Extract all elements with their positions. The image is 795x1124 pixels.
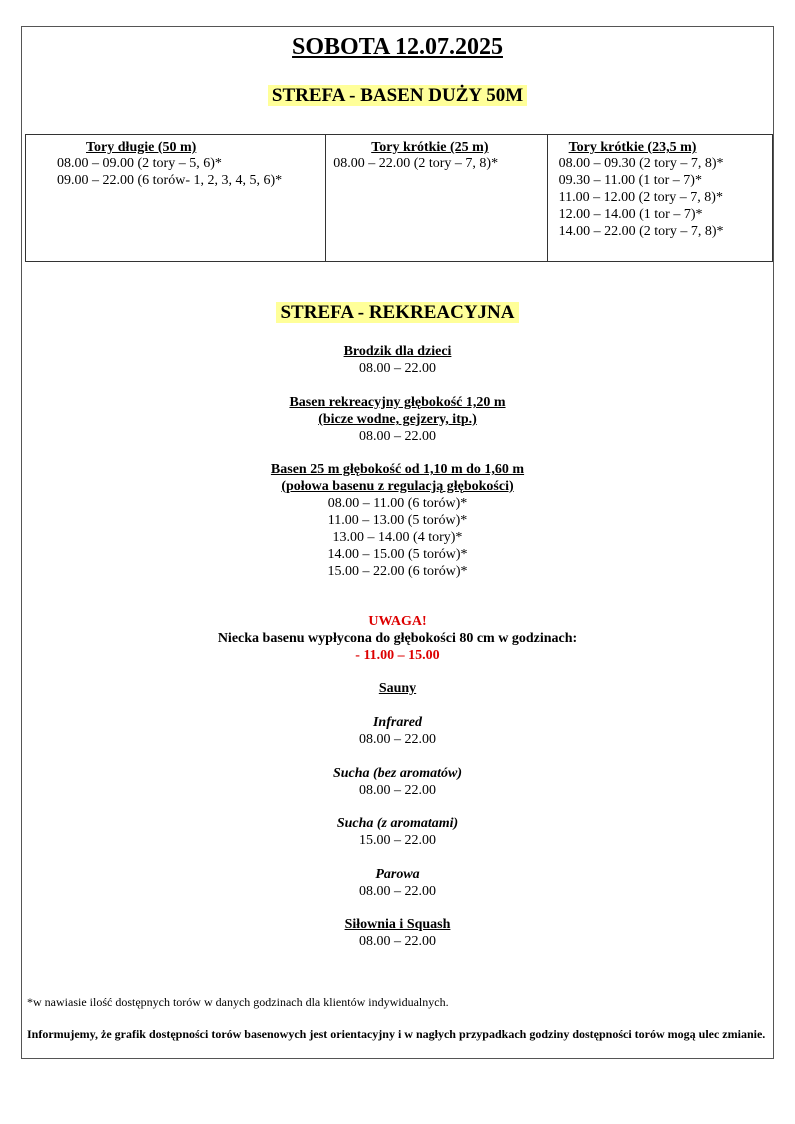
sauna-hours: 15.00 – 22.00 [359, 833, 436, 848]
sauna-name: Sucha (bez aromatów) [332, 766, 463, 781]
warning-text: Niecka basenu wypłycona do głębokości 80 cm w godzinach: [217, 631, 578, 646]
brodzik-heading: Brodzik dla dzieci [343, 344, 452, 359]
short-lanes-23-row: 12.00 – 14.00 (1 tor – 7)* [558, 207, 703, 222]
lanes-table [25, 134, 773, 262]
gym-section [22, 916, 773, 950]
short-lanes-23-heading: Tory krótkie (23,5 m) [568, 140, 697, 155]
gym-hours: 08.00 – 22.00 [359, 934, 436, 949]
rekreacyjny-subheading: (bicze wodne, gejzery, itp.) [318, 412, 477, 427]
warning-hours: - 11.00 – 15.00 [355, 648, 440, 663]
zone-big-title [22, 85, 773, 107]
page-title: SOBOTA 12.07.2025 [292, 34, 503, 60]
short-lanes-23-row: 09.30 – 11.00 (1 tor – 7)* [558, 173, 702, 188]
short-lanes-23-row: 11.00 – 12.00 (2 tory – 7, 8)* [558, 190, 723, 205]
basen25-subheading: (połowa basenu z regulacją głębokości) [281, 479, 514, 494]
zone-rec-title [22, 302, 773, 324]
brodzik-hours: 08.00 – 22.00 [359, 361, 436, 376]
sauna-name: Infrared [372, 715, 422, 730]
footnote: *w nawiasie ilość dostępnych torów w danych godzinach dla klientów indywidualnych. [27, 995, 449, 1009]
short-lanes-23-row: 08.00 – 09.30 (2 tory – 7, 8)* [558, 156, 724, 171]
long-lanes-heading: Tory długie (50 m) [86, 140, 197, 155]
basen25-row: 08.00 – 11.00 (6 torów)* [327, 496, 468, 511]
basen25-heading: Basen 25 m głębokość od 1,10 m do 1,60 m [270, 462, 525, 477]
sauna-hours: 08.00 – 22.00 [359, 732, 436, 747]
sauna-item [22, 866, 773, 900]
sauna-name: Sucha (z aromatami) [336, 816, 459, 831]
zone-rec-title-text: STREFA - REKREACYJNA [276, 302, 518, 323]
short-lanes-25-column [325, 135, 546, 261]
sauna-item [22, 815, 773, 849]
short-lanes-23-column [547, 135, 772, 261]
sauna-item [22, 765, 773, 799]
warning-title: UWAGA! [368, 614, 427, 629]
short-lanes-25-heading: Tory krótkie (25 m) [371, 140, 489, 155]
schedule-page [21, 26, 774, 1059]
basen25-section [22, 461, 773, 580]
long-lanes-column [26, 135, 325, 261]
gym-title: Siłownia i Squash [344, 917, 451, 932]
brodzik-section [22, 343, 773, 377]
rekreacyjny-hours: 08.00 – 22.00 [359, 429, 436, 444]
rekreacyjny-section [22, 394, 773, 445]
zone-big-title-text: STREFA - BASEN DUŻY 50M [268, 85, 527, 106]
sauna-name: Parowa [375, 867, 420, 882]
long-lanes-row: 09.00 – 22.00 (6 torów- 1, 2, 3, 4, 5, 6)* [57, 173, 283, 188]
info-note: Informujemy, że grafik dostępności torów basenowych jest orientacyjny i w nagłych przypadkach godziny dostępności torów mogą ulec zmianie. [27, 1027, 766, 1041]
long-lanes-row: 08.00 – 09.00 (2 tory – 5, 6)* [57, 156, 222, 171]
basen25-row: 11.00 – 13.00 (5 torów)* [327, 513, 468, 528]
saunas-title: Sauny [378, 681, 417, 696]
short-lanes-25-row: 08.00 – 22.00 (2 tory – 7, 8)* [333, 156, 499, 171]
saunas-title-block [22, 680, 773, 697]
sauna-hours: 08.00 – 22.00 [359, 783, 436, 798]
sauna-hours: 08.00 – 22.00 [359, 884, 436, 899]
rekreacyjny-heading: Basen rekreacyjny głębokość 1,20 m [289, 395, 506, 410]
basen25-row: 15.00 – 22.00 (6 torów)* [327, 564, 468, 579]
short-lanes-23-row: 14.00 – 22.00 (2 tory – 7, 8)* [558, 224, 724, 239]
sauna-item [22, 714, 773, 748]
basen25-row: 14.00 – 15.00 (5 torów)* [327, 547, 468, 562]
basen25-row: 13.00 – 14.00 (4 tory)* [332, 530, 463, 545]
warning-section [22, 613, 773, 664]
